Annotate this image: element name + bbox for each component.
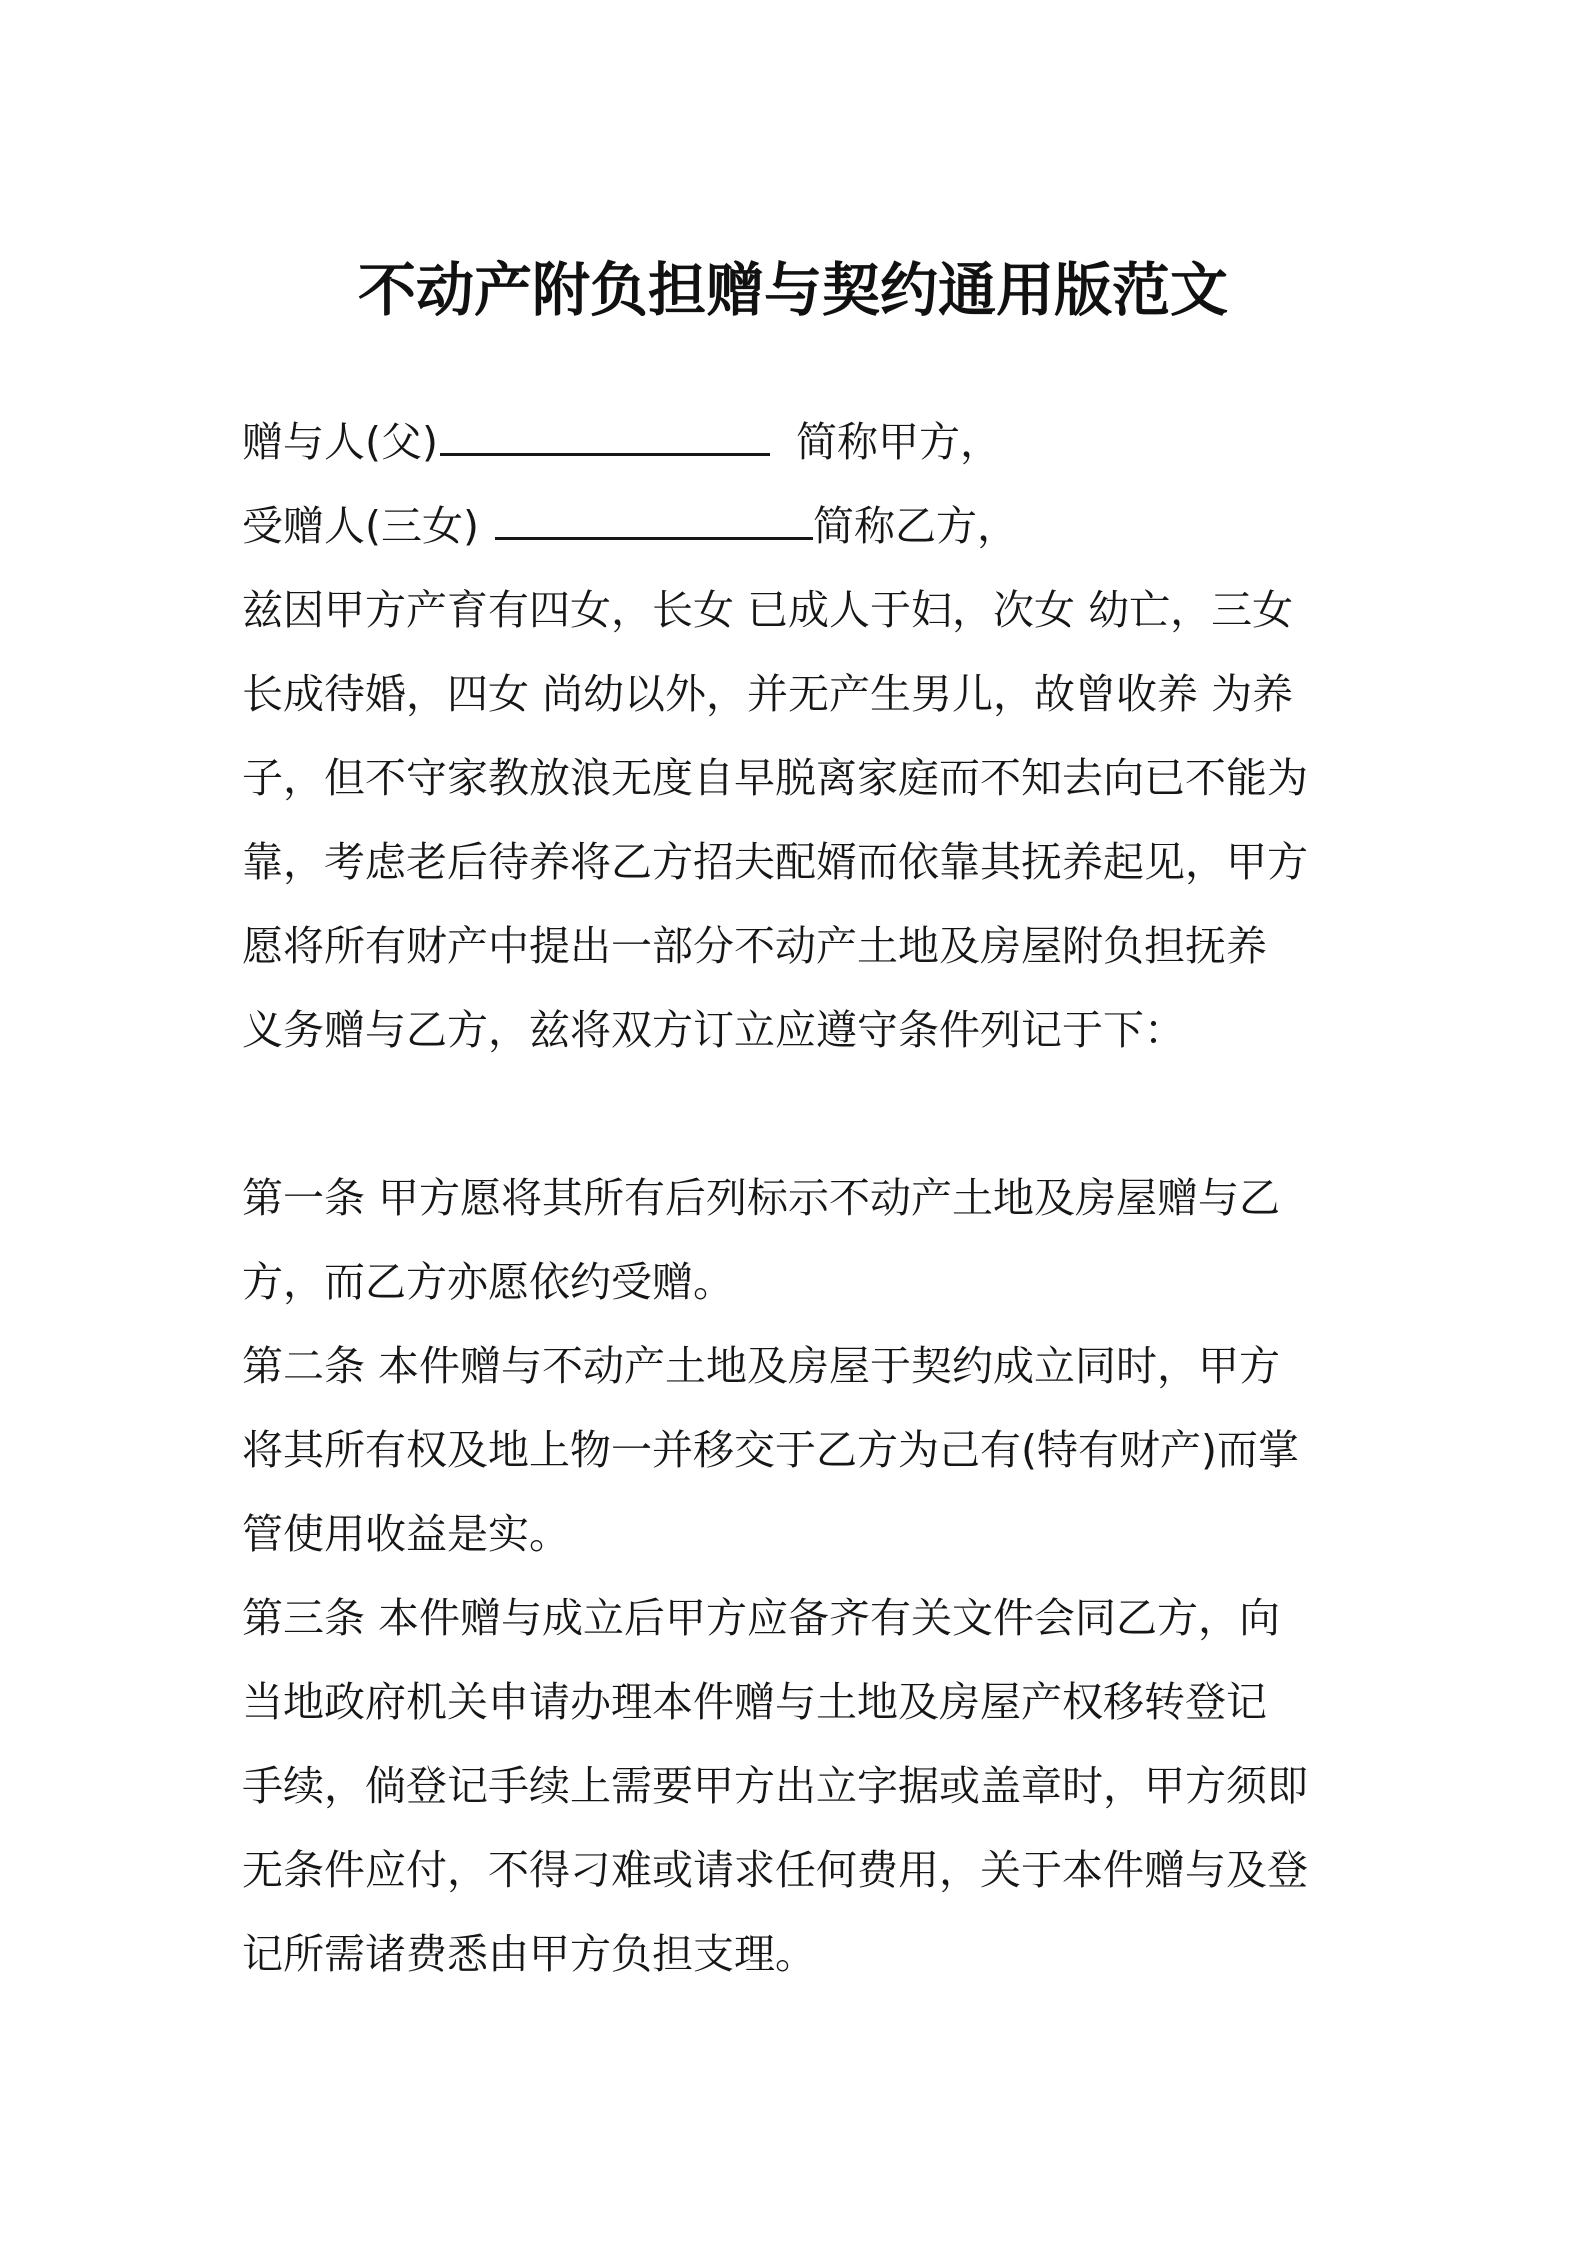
document-title: 不动产附负担赠与契约通用版范文	[357, 256, 1228, 324]
donor-alias: 简称甲方，	[796, 418, 1001, 466]
donor-name-blank	[440, 419, 770, 456]
paragraph-line: 长成待婚，四女 尚幼以外，并无产生男儿，故曾收养 为养	[242, 670, 1294, 718]
paragraph-line: 愿将所有财产中提出一部分不动产土地及房屋附负担抚养	[242, 922, 1267, 970]
article-2	[242, 1324, 1362, 1576]
paragraph-line: 记所需诸费悉由甲方负担支理。	[242, 1930, 816, 1978]
document-body	[242, 400, 1362, 1996]
paragraph-line: 无条件应付，不得刁难或请求任何费用，关于本件赠与及登	[242, 1846, 1308, 1894]
paragraph-line: 兹因甲方产育有四女，长女 已成人于妇，次女 幼亡，三女	[242, 586, 1294, 634]
paragraph-line: 靠，考虑老后待养将乙方招夫配婿而依靠其抚养起见，甲方	[242, 838, 1308, 886]
article-1	[242, 1156, 1362, 1324]
paragraph-line: 第一条 甲方愿将其所有后列标示不动产土地及房屋赠与乙	[242, 1174, 1281, 1222]
donor-line	[242, 400, 1362, 484]
paragraph-line: 第二条 本件赠与不动产土地及房屋于契约成立同时，甲方	[242, 1342, 1281, 1390]
recipient-alias: 简称乙方，	[813, 502, 1018, 550]
article-3	[242, 1576, 1362, 1996]
paragraph-line: 手续，倘登记手续上需要甲方出立字据或盖章时，甲方须即	[242, 1762, 1308, 1810]
preamble-paragraph	[242, 568, 1362, 1072]
paragraph-line: 管使用收益是实。	[242, 1510, 570, 1558]
recipient-name-blank	[495, 503, 813, 540]
recipient-line	[242, 484, 1362, 568]
paragraph-line: 子，但不守家教放浪无度自早脱离家庭而不知去向已不能为	[242, 754, 1308, 802]
donor-label: 赠与人(父)	[242, 418, 438, 466]
paragraph-line: 将其所有权及地上物一并移交于乙方为己有(特有财产)而掌	[242, 1426, 1299, 1474]
paragraph-line: 义务赠与乙方，兹将双方订立应遵守条件列记于下：	[242, 1006, 1185, 1054]
paragraph-line: 方，而乙方亦愿依约受赠。	[242, 1258, 734, 1306]
recipient-label: 受赠人(三女)	[242, 502, 479, 550]
paragraph-line: 当地政府机关申请办理本件赠与土地及房屋产权移转登记	[242, 1678, 1267, 1726]
paragraph-spacer	[242, 1072, 1362, 1156]
paragraph-line: 第三条 本件赠与成立后甲方应备齐有关文件会同乙方，向	[242, 1594, 1281, 1642]
